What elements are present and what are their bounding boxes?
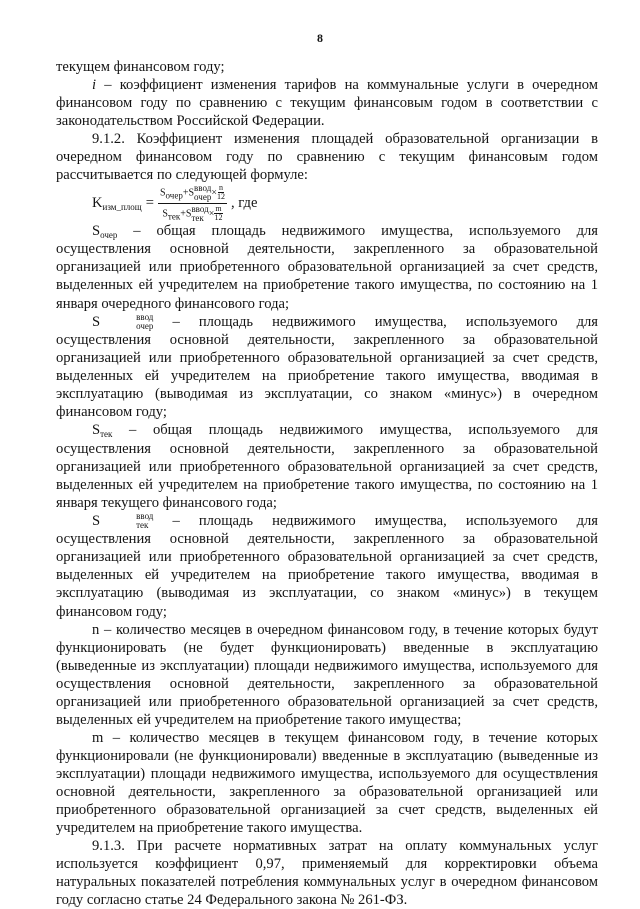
definition-symbol-sup: ввод <box>136 511 154 522</box>
formula-denominator <box>160 204 224 223</box>
definition-supsub <box>100 512 153 530</box>
definition-s-tek <box>56 421 598 511</box>
definition-s-vvod-tek <box>56 512 598 621</box>
num-sup: ввод <box>194 182 212 193</box>
definition-i <box>56 76 598 130</box>
formula-tail: , где <box>230 195 258 212</box>
paragraph-continuation: текущем финансовом году; <box>56 59 225 75</box>
formula-equals: = <box>145 195 154 212</box>
paragraph-9-1-2: 9.1.2. Коэффициент изменения площадей образовательной организации в очередном финансовом году по сравнению с текущим финансовым годом рассчитывается по следующей формуле: <box>56 131 598 184</box>
definition-symbol: S <box>92 422 101 439</box>
definition-symbol: S <box>92 313 101 330</box>
definition-s-ocher <box>56 222 598 312</box>
definition-text: – количество месяцев в очередном финансовом году, в течение которых будут функционировать (не будет функционировать) введенные в эксплуатацию (выведенные из эксплуатации) площади недвижимого имущества, используемого для осуществления основной деятельности, закрепленного за образовательной организацией или приобретенного образовательной организацией за счет средств, выделенных ей учредителем на приобретение такого имущества; <box>56 621 598 728</box>
num-sub: очер <box>194 191 212 202</box>
den-s-sub: тек <box>167 211 181 222</box>
definition-symbol: n <box>92 621 100 638</box>
formula-fraction <box>158 184 227 223</box>
den-sup: ввод <box>191 203 209 214</box>
definition-text: – общая площадь недвижимого имущества, используемого для осуществления основной деятельности, закрепленного за образовательной организацией или приобретенного образовательной организацией за счет средств, выделенных ей учредителем на приобретение такого имущества, по состоянию на 1 января текущего финансового года; <box>56 422 598 511</box>
document-body <box>56 58 598 909</box>
formula-numerator <box>158 184 227 204</box>
page-number: 8 <box>317 31 323 45</box>
definition-text: – площадь недвижимого имущества, используемого для осуществления основной деятельности, закрепленного за образовательной организацией или приобретенного образовательной организацией за счет средств, выделенных ей учредителем на приобретение такого имущества, вводимая в эксплуатацию (выводимая из эксплуатации, со знаком «минус») в текущем финансовом году; <box>56 512 598 620</box>
definition-symbol-sub: тек <box>136 520 149 531</box>
definition-supsub <box>100 313 153 331</box>
den-times: × <box>208 208 215 220</box>
formula-lhs-symbol: K <box>92 195 103 212</box>
num-supsub <box>194 184 211 202</box>
definition-n <box>56 621 598 729</box>
den-plus-s: +S <box>180 208 192 220</box>
den-supsub <box>191 205 208 223</box>
definition-symbol-sub: очер <box>100 230 118 241</box>
definition-symbol-sub: тек <box>100 429 113 440</box>
num-times: × <box>211 187 217 199</box>
definition-symbol-sub: очер <box>136 321 154 332</box>
num-s: S <box>159 187 166 199</box>
definition-symbol: m <box>92 729 104 746</box>
num-small-frac-n: n <box>218 183 223 193</box>
num-s-sub: очер <box>165 190 183 201</box>
formula-area-coefficient <box>56 184 598 222</box>
definition-symbol: S <box>92 223 101 240</box>
definition-i-text: – коэффициент изменения тарифов на коммунальные услуги в очередном финансовом году по сравнению с текущим финансовым годом в соответствии с законодательством Российской Федерации. <box>56 77 598 130</box>
den-s: S <box>162 208 168 220</box>
definition-text: – количество месяцев в текущем финансовом году, в течение которых функционировали (не функционировали) введенные в эксплуатацию (выведенные из эксплуатации) площади недвижимого имущества, используемого для осуществления основной деятельности, закрепленного за образовательной организацией или приобретенного образовательной организацией за счет средств, выделенных ей учредителем на приобретение такого имущества. <box>56 729 598 837</box>
definition-text: – общая площадь недвижимого имущества, используемого для осуществления основной деятельности, закрепленного за образовательной организацией или приобретенного образовательной организацией за счет средств, выделенных ей учредителем на приобретение такого имущества, по состоянию на 1 января очередного финансового года; <box>56 223 598 312</box>
formula-lhs <box>92 194 142 212</box>
symbol-i: i <box>92 77 97 94</box>
formula-lhs-subscript: изм_площ <box>102 202 142 213</box>
den-sub: тек <box>191 212 204 223</box>
den-small-frac-n: m <box>215 204 222 214</box>
definition-symbol: S <box>92 512 101 529</box>
den-small-frac-d: 12 <box>214 213 223 223</box>
paragraph-9-1-3: 9.1.3. При расчете нормативных затрат на оплату коммунальных услуг используется коэффициент 0,97, применяемый для корректировки объема натуральных показателей потребления коммунальных услуг в очередном финансовом году согласно статье 24 Федерального закона № 261-ФЗ. <box>56 838 598 909</box>
definition-text: – площадь недвижимого имущества, используемого для осуществления основной деятельности, закрепленного за образовательной организацией или приобретенного образовательной организацией за счет средств, выделенных ей учредителем на приобретение такого имущества, вводимая в эксплуатацию (выводимая из эксплуатации, со знаком «минус») в очередном финансовом году; <box>56 313 598 421</box>
definition-symbol-sup: ввод <box>136 312 154 323</box>
num-small-fraction <box>217 184 225 201</box>
definition-m <box>56 729 598 837</box>
den-small-fraction <box>214 205 222 222</box>
num-plus-s: +S <box>182 187 195 199</box>
num-small-frac-d: 12 <box>216 192 225 202</box>
definition-s-vvod-ocher <box>56 313 598 422</box>
